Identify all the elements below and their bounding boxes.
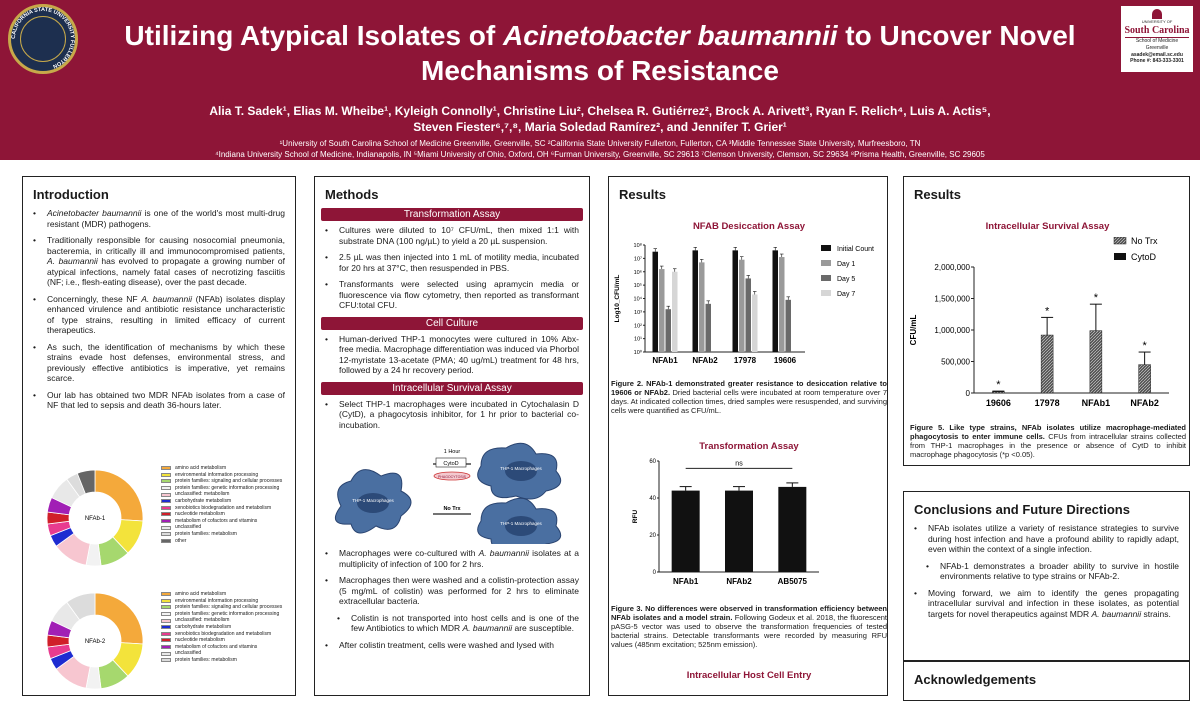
diagram-phago-label: PHAGOCYTOSIS (438, 475, 466, 479)
list-item: • Human-derived THP-1 monocytes were cultured in 10% Abx-free media. Macrophage differentiation was induced via Phorbol 12-myristate 13-acetate (PMA; 40 ug/mL) treatment for 48 hrs, followed by a 24 hr recovery period. (325, 334, 579, 376)
results-panel-2 (903, 176, 1190, 466)
legend-swatch (161, 612, 171, 616)
macrophage-nucleus-bottom (505, 516, 537, 536)
legend-label: environmental information processing (175, 471, 259, 478)
y-axis-label: Log10_CFU/mL (614, 274, 621, 323)
legend-label: unclassified: metabolism (175, 491, 230, 498)
legend-swatch (1114, 237, 1126, 244)
list-item: • Colistin is not transported into host cells and is one of the few Antibiotics to which MDR A. baumannii are susceptible. (325, 613, 579, 634)
y-tick-label: 10⁶ (633, 269, 642, 276)
y-tick-label: 10⁵ (633, 283, 642, 290)
legend-label: protein families: genetic information processing (175, 610, 280, 617)
methods-panel (314, 176, 590, 696)
list-item: • Select THP-1 macrophages were incubated in Cytochalasin D (CytD), a phagocytosis inhibitor, for 1 hr prior to bacterial co-incubation. (325, 399, 579, 431)
bar (706, 304, 712, 352)
legend-label: Day 1 (837, 261, 856, 268)
significance-label: * (1044, 305, 1050, 318)
list-item: • NFAb isolates utilize a variety of resistance strategies to survive during host infection and have a profound ability to rapidly adapt, even within the context of a single infection. (914, 523, 1179, 555)
legend-label: Day 5 (837, 276, 856, 283)
chart-title-transformation: Transformation Assay (699, 441, 799, 452)
legend-swatch (161, 519, 171, 523)
legend-label: protein families: signaling and cellular processes (175, 604, 283, 611)
logo-name: South Carolina (1124, 25, 1190, 36)
logo-line1: UNIVERSITY OF (1141, 19, 1173, 24)
acknowledgements-heading: Acknowledgements (914, 672, 1037, 687)
bar (746, 278, 752, 352)
list-item: • As such, the identification of mechanisms by which these strains evade host defenses, environmental stress, and previously effective antibiotics is imperative, yet remains scarce. (33, 342, 285, 384)
x-tick-label: NFAb1 (672, 577, 699, 586)
svg-text:CALIFORNIA STATE UNIVERSITY FU: CALIFORNIA STATE UNIVERSITY FULLERTON (10, 6, 76, 70)
legend-entry (161, 650, 282, 657)
legend-swatch (161, 652, 171, 656)
legend-swatch (821, 290, 831, 296)
legend-label: metabolism of cofactors and vitamins (175, 643, 258, 650)
diagram-cytod-label: CytoD (443, 461, 459, 467)
bar (672, 491, 700, 572)
x-tick-label: NFAb2 (726, 577, 752, 586)
y-tick-label: 0 (652, 570, 656, 576)
donut-legend-nfab1 (161, 465, 282, 544)
legend-entry (161, 538, 282, 545)
donut-slice (95, 593, 143, 644)
contact-phone: Phone #: 843-333-3301 (1130, 58, 1184, 64)
legend-swatch (161, 632, 171, 636)
legend-entry (161, 505, 282, 512)
legend-entry (161, 598, 282, 605)
significance-label: * (1142, 340, 1147, 353)
x-tick-label: NFAb1 (1081, 398, 1111, 408)
legend-swatch (161, 479, 171, 483)
seal-ring-text (8, 4, 78, 74)
y-tick-label: 10¹ (634, 336, 642, 343)
y-tick-label: 10⁸ (633, 243, 642, 249)
legend-swatch (161, 625, 171, 629)
y-tick-label: 10⁰ (633, 350, 642, 356)
diagram-cell-label: THP-1 Macrophages (352, 498, 394, 503)
diagram-cell-label-bottom: THP-1 Macrophages (500, 521, 542, 526)
legend-swatch (1114, 253, 1126, 260)
logo-school: School of Medicine Greenville (1125, 37, 1189, 52)
usc-logo (1121, 6, 1193, 72)
legend-swatch (161, 526, 171, 530)
legend-swatch (161, 645, 171, 649)
macrophage-nucleus (357, 493, 389, 513)
legend-label: nucleotide metabolism (175, 511, 225, 518)
significance-label: ns (735, 460, 743, 468)
legend-label: amino acid metabolism (175, 591, 227, 597)
donut-center-label: NFAb-2 (84, 639, 106, 645)
legend-entry (161, 617, 282, 624)
legend-swatch (161, 506, 171, 510)
contact-email: asadek@email.sc.edu (1131, 52, 1183, 58)
palmetto-tree-icon (1152, 9, 1162, 19)
legend-swatch (161, 605, 171, 609)
legend-entry (161, 518, 282, 525)
y-tick-label: 0 (965, 389, 970, 398)
list-item: • After colistin treatment, cells were washed and lysed with (325, 640, 579, 651)
bar (992, 392, 1004, 393)
bar (1139, 365, 1151, 393)
x-tick-label: NFAb2 (1130, 398, 1159, 408)
donut-legend-nfab2 (161, 591, 282, 664)
list-item: • Traditionally responsible for causing nosocomial pneumonia, bacteremia, in critically ill and immunocompromised patients, A. baumannii has evolved to propagate a growing number of atypical infections, namely fatal cases of necrotizing fasciitis (NF; i.e., flesh-eating disease), over the past decade. (33, 235, 285, 288)
legend-entry (161, 524, 282, 531)
bar (1041, 335, 1053, 393)
x-tick-label: NFAb2 (692, 356, 718, 365)
bar (773, 250, 779, 352)
legend-entry (161, 604, 282, 611)
legend-entry (161, 624, 282, 631)
y-tick-label: 40 (649, 496, 656, 502)
bar (778, 487, 806, 572)
legend-entry (161, 478, 282, 485)
legend-swatch (821, 260, 831, 266)
legend-entry (161, 611, 282, 618)
chart-title-host-entry: Intracellular Host Cell Entry (686, 670, 812, 681)
conclusions-heading: Conclusions and Future Directions (914, 502, 1130, 517)
legend-swatch (161, 638, 171, 642)
figure3-caption: Figure 3. No differences were observed in transformation efficiency between NFAb isolates and a model strain. Following Godeux et al. 2018, the fluorescent pASG-5 vector was used to observe the transformation frequencies of tested bacterial strains. Detectable transformants were recorded by measuring RFU values (485nm excitation; 525nm emission). (611, 604, 887, 649)
bar (779, 257, 785, 352)
legend-label: protein families: metabolism (175, 530, 237, 537)
x-tick-label: 17978 (733, 356, 757, 365)
significance-label: * (1093, 292, 1099, 305)
legend-swatch (161, 532, 171, 536)
poster-header (0, 0, 1200, 160)
list-item: • Macrophages were co-cultured with A. baumannii isolates at a multiplicity of infection of 100 for 2 hrs. (325, 548, 579, 569)
legend-label: carbohydrate metabolism (175, 497, 232, 504)
methods-heading: Methods (325, 187, 379, 202)
donut-center-label: NFAb-1 (84, 516, 106, 522)
donut-chart-nfab2 (35, 583, 155, 696)
legend-label: amino acid metabolism (175, 465, 227, 471)
legend-entry (161, 491, 282, 498)
legend-label: protein families: metabolism (175, 656, 237, 663)
legend-swatch (161, 539, 171, 543)
university-seal-logo (8, 4, 78, 74)
legend-label: carbohydrate metabolism (175, 623, 232, 630)
y-axis-label: RFU (632, 509, 639, 524)
x-tick-label: NFAb1 (652, 356, 678, 365)
legend-swatch (161, 493, 171, 497)
chart-title-survival: Intracellular Survival Assay (985, 221, 1110, 232)
author-list: Alia T. Sadek¹, Elias M. Wheibe¹, Kyleigh Connolly¹, Christine Liu², Chelsea R. Gutiérrez², Brock A. Arivett³, Ryan F. Relich⁴, Luis A. Actis⁵, Steven Fiester⁶,⁷,⁸, Maria Soledad Ramírez², and Jennifer T. Grier¹ (209, 104, 991, 134)
x-tick-label: AB5075 (777, 577, 808, 586)
results-heading: Results (619, 187, 666, 202)
figure5-caption: Figure 5. Like type strains, NFAb isolates utilize macrophage-mediated phagocytosis to enter immune cells. CFUs from intracellular strains collected from THP-1 macrophages in the presence or absence of CytD to inhibit macrophage phagocytosis (*p <0.05). (910, 423, 1186, 459)
chart-title-desiccation: NFAB Desiccation Assay (692, 221, 806, 232)
introduction-list (33, 208, 285, 411)
legend-label: Initial Count (837, 246, 874, 253)
acknowledgements-panel (903, 661, 1190, 701)
legend-label: protein families: signaling and cellular processes (175, 478, 283, 485)
y-tick-label: 2,000,000 (934, 263, 970, 272)
bar (666, 309, 672, 352)
diagram-1hour-label: 1 Hour (443, 449, 461, 455)
bar (672, 272, 678, 352)
diagram-notrx-label: No Trx (443, 506, 461, 512)
list-item: • Moving forward, we aim to identify the genes propagating intracellular survival and infection in these isolates, as potential targets for novel therapeutics against MDR A. baumannii strains. (914, 588, 1179, 620)
y-axis-label: CFU/mL (909, 314, 918, 346)
y-tick-label: 10⁷ (633, 256, 642, 263)
bar (786, 300, 792, 352)
list-item: • Concerningly, these NF A. baumannii (NFAb) isolates display enhanced virulence and antibiotic resistance uncharacteristic of type strains, resulting in limited efficacy of current therapeutics. (33, 294, 285, 336)
legend-swatch (161, 473, 171, 477)
y-tick-label: 60 (649, 459, 656, 465)
bar (659, 269, 665, 352)
bar (733, 250, 739, 352)
bar (725, 491, 753, 572)
list-item: • Cultures were diluted to 10⁷ CFU/mL, then mixed 1:1 with substrate DNA (100 ng/µL) to yield a 20 µL suspension. (325, 225, 579, 246)
list-item: • 2.5 µL was then injected into 1 mL of motility media, incubated for 20 hrs at 37°C, then resuspended in PBS. (325, 252, 579, 273)
legend-label: No Trx (1131, 237, 1158, 246)
conclusions-panel (903, 491, 1190, 661)
survival-bar-chart (904, 237, 1190, 417)
macrophage-diagram (321, 436, 581, 544)
legend-entry (161, 531, 282, 538)
legend-swatch (161, 486, 171, 490)
legend-entry (161, 472, 282, 479)
legend-swatch (161, 619, 171, 623)
transformation-bar-chart (609, 457, 888, 597)
legend-entry (161, 511, 282, 518)
legend-label: unclassified (175, 524, 202, 531)
bar (1090, 331, 1102, 393)
section-header-transformation: Transformation Assay (321, 208, 583, 221)
legend-label: metabolism of cofactors and vitamins (175, 517, 258, 524)
legend-label: Day 7 (837, 291, 856, 298)
affiliations: ¹University of South Carolina School of Medicine Greenville, Greenville, SC ²California State University Fullerton, Fullerton, CA ³Middle Tennessee State University, Murfreesboro, TN ⁴Indiana University School of Medicine, Indianapolis, IN ⁵Miami University of Ohio, Oxford, OH ⁶Furman University, Greenville, SC 29613 ⁷Clemson University, Clemson, SC 29634 ⁸Prisma Health, Greenville, SC 29605 (215, 139, 985, 159)
introduction-panel (22, 176, 296, 696)
y-tick-label: 1,500,000 (934, 294, 970, 304)
section-header-intracellular: Intracellular Survival Assay (321, 382, 583, 395)
legend-swatch (161, 658, 171, 662)
donut-slice (95, 470, 143, 521)
y-tick-label: 10³ (634, 309, 642, 316)
legend-swatch (161, 499, 171, 503)
x-tick-label: 19606 (773, 356, 797, 365)
poster-title: Utilizing Atypical Isolates of Acinetobacter baumannii to Uncover Novel Mechanisms of Resistance (124, 20, 1076, 86)
bar (752, 294, 758, 352)
x-tick-label: 17978 (1034, 398, 1060, 408)
legend-entry (161, 657, 282, 664)
results-heading-2: Results (914, 187, 961, 202)
legend-entry (161, 631, 282, 638)
bar (739, 260, 745, 352)
y-tick-label: 1,000,000 (934, 326, 970, 335)
bar (699, 262, 705, 352)
legend-entry (161, 591, 282, 598)
legend-entry (161, 465, 282, 472)
diagram-cell-label-top: THP-1 Macrophages (500, 466, 542, 471)
list-item: • Acinetobacter baumannii is one of the world's most multi-drug resistant (MDR) pathogens. (33, 208, 285, 229)
legend-label: nucleotide metabolism (175, 637, 225, 644)
legend-label: protein families: genetic information processing (175, 484, 280, 491)
legend-swatch (821, 245, 831, 251)
legend-label: other (175, 537, 187, 544)
desiccation-bar-chart (609, 237, 888, 377)
legend-label: xenobiotics biodegradation and metabolism (175, 630, 272, 637)
legend-entry (161, 644, 282, 651)
x-tick-label: 19606 (985, 398, 1011, 408)
significance-label: * (996, 379, 1001, 392)
list-item: • Our lab has obtained two MDR NFAb isolates from a case of NF that led to sepsis and death 36-hours later. (33, 390, 285, 411)
macrophage-nucleus-top (505, 461, 537, 481)
legend-swatch (161, 592, 171, 596)
legend-label: environmental information processing (175, 597, 259, 604)
introduction-heading: Introduction (33, 187, 109, 202)
legend-label: xenobiotics biodegradation and metabolism (175, 504, 272, 511)
legend-entry (161, 637, 282, 644)
legend-entry (161, 485, 282, 492)
section-header-cell-culture: Cell Culture (321, 317, 583, 330)
list-item: • NFAb-1 demonstrates a broader ability to survive in hostile environments relative to type strains or NFAb-2. (914, 561, 1179, 582)
legend-entry (161, 498, 282, 505)
bar (693, 250, 699, 352)
donut-chart-nfab1 (35, 460, 155, 580)
list-item: • Macrophages then were washed and a colistin-protection assay (5 mg/mL of colistin) was performed for 2 hrs to eliminate extracellular bacteria. (325, 575, 579, 607)
legend-swatch (161, 599, 171, 603)
results-panel-1 (608, 176, 888, 696)
legend-label: unclassified: metabolism (175, 617, 230, 624)
y-tick-label: 10⁴ (633, 296, 642, 303)
legend-label: CytoD (1131, 252, 1157, 262)
legend-swatch (161, 466, 171, 470)
y-tick-label: 10² (634, 323, 642, 330)
legend-swatch (161, 512, 171, 516)
list-item: • Transformants were selected using apramycin media or fluorescence via flow cytometry, then reported as transformant CFU:total CFU. (325, 279, 579, 311)
y-tick-label: 20 (649, 533, 656, 539)
y-tick-label: 500,000 (941, 357, 970, 367)
legend-label: unclassified (175, 650, 202, 657)
legend-swatch (821, 275, 831, 281)
bar (653, 252, 659, 352)
figure2-caption: Figure 2. NFAb-1 demonstrated greater resistance to desiccation relative to 19606 or NFAb2. Dried bacterial cells were incubated at room temperature over 7 days. At indicated collection times, dried samples were resuspended, and surviving cells were quantified as CFU/mL. (611, 379, 888, 415)
